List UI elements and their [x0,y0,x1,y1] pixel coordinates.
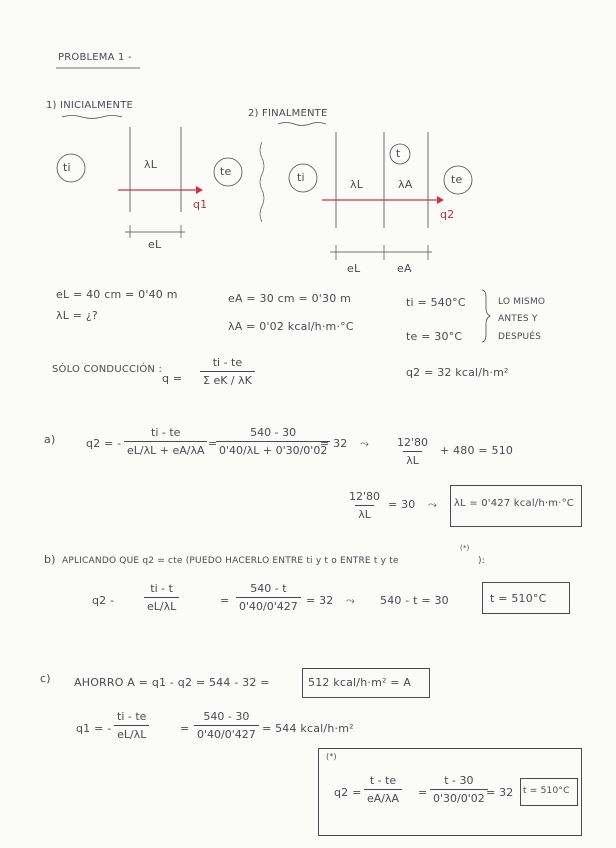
el-dimension-label-2: eL [347,262,361,275]
ti-label-2: ti [297,171,305,184]
el-dimension-label: eL [148,238,162,251]
part-b-den-2: 0'40/0'427 [236,597,301,613]
part-c-lhs: q1 = - [76,722,112,735]
part-c-num-1: ti - te [117,710,147,723]
part-b-num-2: 540 - t [250,582,287,595]
part-b-label: b) [44,553,56,566]
lambda-l-label-1: λL [144,158,158,171]
te-label-1: te [220,165,232,178]
part-a-step2-num: 12'80 [349,490,381,503]
note-line-2: ANTES Y [498,314,538,324]
footnote-eq: = [418,786,428,799]
given-lambda-l: λL = ¿? [56,309,98,322]
footnote-den-2: 0'30/0'02 [430,789,488,805]
given-ea: eA = 30 cm = 0'30 m [228,292,352,305]
conduction-label: SÓLO CONDUCCIÓN : [52,364,163,375]
part-c-den-1: eL/λL [114,725,149,741]
lambda-a-label: λA [398,178,413,191]
part-b-text-end: ): [478,556,485,566]
part-a-step1-rest: + 480 = 510 [440,444,514,457]
conduction-lhs: q = [162,372,183,385]
part-b-text: APLICANDO QUE q2 = cte (PUEDO HACERLO ENTRE ti y t o ENTRE t y te [62,556,399,566]
part-a-step2-den: λL [355,505,374,521]
footnote-lhs: q2 = [334,786,362,799]
given-ti: ti = 540°C [406,296,466,309]
part-b-lhs: q2 - [92,594,115,607]
ti-label-1: ti [63,161,71,174]
part-a-fraction-1 [124,426,207,457]
conduction-denominator: Σ eK / λK [200,371,255,387]
part-b-num-1: ti - t [150,582,173,595]
footnote-num-2: t - 30 [444,774,474,787]
part-b-eq: = [220,594,230,607]
footnote-marker: (*) [326,752,337,761]
part-a-num-1: ti - te [151,426,181,439]
q1-label: q1 [193,198,208,211]
part-a-eq: = [208,437,218,450]
part-c-result: = 544 kcal/h·m² [262,722,354,735]
conduction-fraction [200,356,255,387]
part-a-step1-fraction [394,436,431,467]
given-q2: q2 = 32 kcal/h·m² [406,366,509,379]
part-b-fraction-2 [236,582,301,613]
part-b-den-1: eL/λL [144,597,179,613]
footnote-fraction-1 [364,774,402,805]
ea-dimension-label: eA [397,262,412,275]
part-a-step2-rest: = 30 [388,498,416,511]
arrow-a1: ⤳ [360,437,369,450]
lambda-l-label-2: λL [350,178,364,191]
part-b-step: 540 - t = 30 [380,594,449,607]
part-b-result: = 32 [306,594,334,607]
part-c-den-2: 0'40/0'427 [194,725,259,741]
part-a-num-2: 540 - 30 [250,426,297,439]
part-a-step1-num: 12'80 [397,436,429,449]
part-c-label: c) [40,672,51,685]
part-a-label: a) [44,433,56,446]
part-c-eq: = [180,722,190,735]
given-el: eL = 40 cm = 0'40 m [56,288,178,301]
footnote-den-1: eA/λA [364,789,402,805]
given-te: te = 30°C [406,330,463,343]
footnote-fraction-2 [430,774,488,805]
part-c-fraction-1 [114,710,149,741]
te-label-2: te [451,173,463,186]
part-c-num-2: 540 - 30 [203,710,250,723]
note-line-3: DESPUÉS [498,332,542,342]
part2-heading: 2) FINALMENTE [248,108,328,119]
part-a-result: = 32 [320,437,348,450]
arrow-b1: ⤳ [346,594,355,607]
part-b-answer: t = 510°C [490,592,547,605]
part-a-lhs: q2 = - [86,437,122,450]
part-a-den-2: 0'40/λL + 0'30/0'02 [216,441,330,457]
part-c-fraction-2 [194,710,259,741]
part-c-text: AHORRO A = q1 - q2 = 544 - 32 = [74,676,270,689]
footnote-result: = 32 [486,786,514,799]
page-title: PROBLEMA 1 - [58,52,132,63]
arrow-a2: ⤳ [428,498,437,511]
part-a-step1-den: λL [403,451,422,467]
part-a-answer: λL = 0'427 kcal/h·m·°C [454,498,574,509]
part-a-den-1: eL/λL + eA/λA [124,441,207,457]
given-lambda-a: λA = 0'02 kcal/h·m·°C [228,320,354,333]
conduction-numerator: ti - te [212,356,243,369]
part-a-fraction-2 [216,426,330,457]
part-a-step2-fraction [346,490,383,521]
part-c-answer: 512 kcal/h·m² = A [308,676,412,689]
t-label: t [396,147,401,160]
q2-label: q2 [440,208,455,221]
footnote-num-1: t - te [369,774,397,787]
note-line-1: LO MISMO [498,297,546,307]
footnote-answer: t = 510°C [523,786,570,796]
part-b-marker: (*) [460,544,470,552]
part1-heading: 1) INICIALMENTE [46,100,134,111]
part-b-fraction-1 [144,582,179,613]
